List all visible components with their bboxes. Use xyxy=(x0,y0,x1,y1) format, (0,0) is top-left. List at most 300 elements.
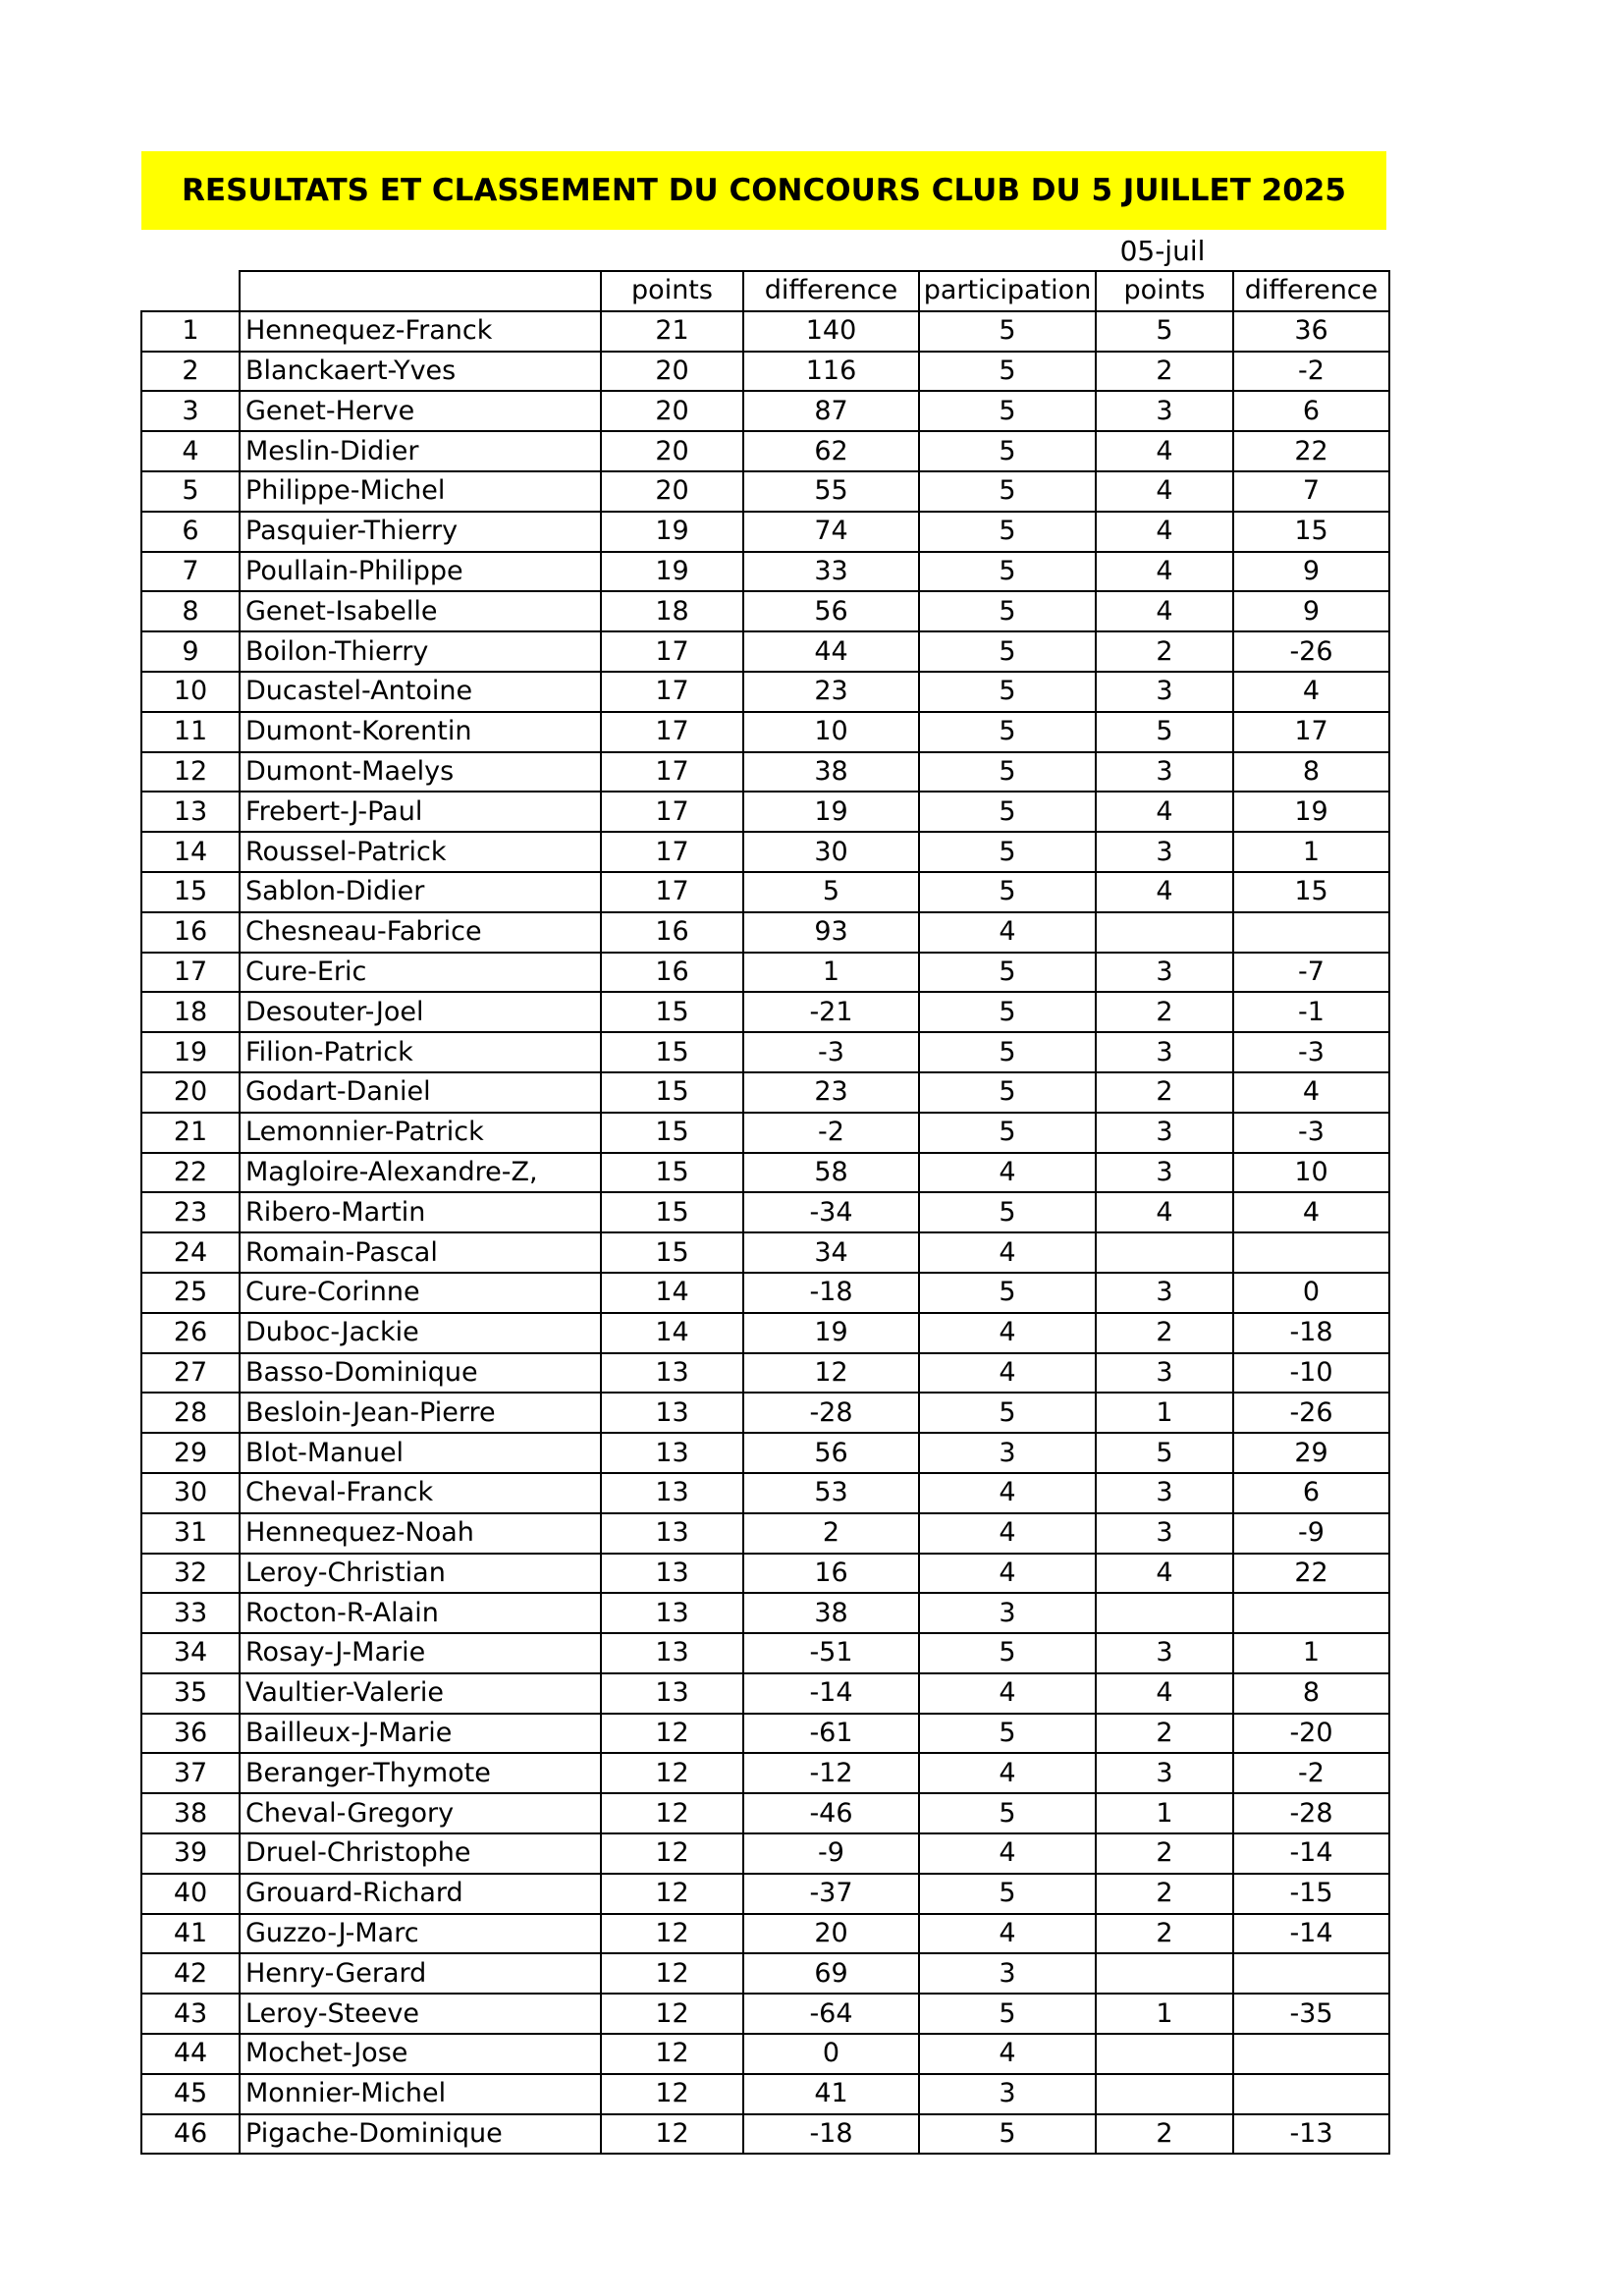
cell-day-points xyxy=(1096,1232,1233,1273)
cell-name: Bailleux-J-Marie xyxy=(240,1714,601,1754)
cell-difference: -2 xyxy=(743,1113,919,1153)
cell-rank: 40 xyxy=(141,1874,240,1914)
cell-points: 12 xyxy=(601,2074,743,2114)
cell-participation: 4 xyxy=(919,1673,1096,1714)
cell-rank: 19 xyxy=(141,1032,240,1072)
cell-difference: -9 xyxy=(743,1833,919,1874)
cell-participation: 5 xyxy=(919,631,1096,672)
cell-participation: 4 xyxy=(919,1753,1096,1793)
cell-points: 17 xyxy=(601,631,743,672)
table-row xyxy=(141,953,1389,993)
cell-name: Filion-Patrick xyxy=(240,1032,601,1072)
cell-points: 12 xyxy=(601,1793,743,1833)
table-row xyxy=(141,591,1389,631)
cell-difference: 33 xyxy=(743,552,919,592)
cell-participation: 5 xyxy=(919,311,1096,352)
cell-participation: 5 xyxy=(919,1273,1096,1313)
cell-day-difference: 4 xyxy=(1233,1192,1389,1232)
cell-rank: 15 xyxy=(141,872,240,912)
cell-rank: 46 xyxy=(141,2114,240,2155)
cell-difference: 19 xyxy=(743,1313,919,1353)
cell-day-points: 2 xyxy=(1096,631,1233,672)
cell-name: Blanckaert-Yves xyxy=(240,352,601,392)
cell-rank: 36 xyxy=(141,1714,240,1754)
cell-day-difference: 1 xyxy=(1233,832,1389,872)
cell-difference: 38 xyxy=(743,752,919,793)
cell-name: Pigache-Dominique xyxy=(240,2114,601,2155)
cell-day-points: 5 xyxy=(1096,1433,1233,1473)
cell-rank: 1 xyxy=(141,311,240,352)
cell-day-points: 1 xyxy=(1096,1994,1233,2034)
cell-rank: 25 xyxy=(141,1273,240,1313)
cell-day-difference: 29 xyxy=(1233,1433,1389,1473)
cell-day-points: 4 xyxy=(1096,1554,1233,1594)
cell-day-points xyxy=(1096,2034,1233,2074)
table-row xyxy=(141,1673,1389,1714)
cell-day-difference: -26 xyxy=(1233,631,1389,672)
cell-participation: 5 xyxy=(919,391,1096,431)
table-row xyxy=(141,2114,1389,2155)
table-row xyxy=(141,1473,1389,1513)
table-row xyxy=(141,471,1389,512)
cell-name: Chesneau-Fabrice xyxy=(240,912,601,953)
cell-day-difference: 36 xyxy=(1233,311,1389,352)
cell-day-points: 3 xyxy=(1096,1513,1233,1554)
cell-rank: 39 xyxy=(141,1833,240,1874)
cell-name: Hennequez-Franck xyxy=(240,311,601,352)
cell-day-difference xyxy=(1233,1593,1389,1633)
cell-participation: 4 xyxy=(919,1473,1096,1513)
cell-name: Cheval-Gregory xyxy=(240,1793,601,1833)
cell-difference: -51 xyxy=(743,1633,919,1673)
cell-rank: 23 xyxy=(141,1192,240,1232)
cell-participation: 5 xyxy=(919,1192,1096,1232)
cell-day-points: 2 xyxy=(1096,1914,1233,1954)
cell-day-difference xyxy=(1233,2034,1389,2074)
cell-name: Grouard-Richard xyxy=(240,1874,601,1914)
cell-rank: 21 xyxy=(141,1113,240,1153)
cell-rank: 41 xyxy=(141,1914,240,1954)
cell-participation: 5 xyxy=(919,2114,1096,2155)
cell-day-points: 4 xyxy=(1096,471,1233,512)
cell-points: 12 xyxy=(601,1714,743,1754)
cell-points: 12 xyxy=(601,2034,743,2074)
cell-day-points: 2 xyxy=(1096,2114,1233,2155)
cell-day-difference: 22 xyxy=(1233,1554,1389,1594)
cell-day-difference: 6 xyxy=(1233,1473,1389,1513)
table-row xyxy=(141,1513,1389,1554)
cell-points: 17 xyxy=(601,752,743,793)
cell-points: 15 xyxy=(601,1232,743,1273)
table-row xyxy=(141,912,1389,953)
cell-difference: 93 xyxy=(743,912,919,953)
table-row xyxy=(141,1914,1389,1954)
cell-day-difference: 1 xyxy=(1233,1633,1389,1673)
cell-difference: 23 xyxy=(743,672,919,712)
cell-rank: 33 xyxy=(141,1593,240,1633)
header-difference: difference xyxy=(743,271,919,311)
table-row xyxy=(141,1714,1389,1754)
cell-day-points: 3 xyxy=(1096,672,1233,712)
cell-difference: 30 xyxy=(743,832,919,872)
cell-day-points: 3 xyxy=(1096,1153,1233,1193)
cell-day-difference: 15 xyxy=(1233,512,1389,552)
cell-day-difference: 4 xyxy=(1233,1072,1389,1113)
page-title: RESULTATS ET CLASSEMENT DU CONCOURS CLUB DU 5 JUILLET 2025 xyxy=(182,173,1346,208)
cell-difference: -64 xyxy=(743,1994,919,2034)
cell-rank: 2 xyxy=(141,352,240,392)
cell-rank: 42 xyxy=(141,1953,240,1994)
cell-participation: 4 xyxy=(919,1513,1096,1554)
cell-rank: 34 xyxy=(141,1633,240,1673)
cell-difference: 20 xyxy=(743,1914,919,1954)
cell-participation: 5 xyxy=(919,712,1096,752)
cell-participation: 5 xyxy=(919,431,1096,471)
table-row xyxy=(141,1232,1389,1273)
cell-name: Basso-Dominique xyxy=(240,1353,601,1394)
cell-day-points: 4 xyxy=(1096,1192,1233,1232)
cell-participation: 5 xyxy=(919,1633,1096,1673)
table-row xyxy=(141,1353,1389,1394)
cell-points: 21 xyxy=(601,311,743,352)
cell-points: 13 xyxy=(601,1473,743,1513)
cell-day-difference: 10 xyxy=(1233,1153,1389,1193)
cell-points: 14 xyxy=(601,1313,743,1353)
cell-points: 12 xyxy=(601,2114,743,2155)
cell-rank: 6 xyxy=(141,512,240,552)
cell-day-difference: 8 xyxy=(1233,1673,1389,1714)
cell-name: Roussel-Patrick xyxy=(240,832,601,872)
cell-participation: 5 xyxy=(919,1113,1096,1153)
cell-rank: 45 xyxy=(141,2074,240,2114)
cell-day-points: 2 xyxy=(1096,1313,1233,1353)
cell-rank: 13 xyxy=(141,792,240,832)
cell-name: Godart-Daniel xyxy=(240,1072,601,1113)
table-row xyxy=(141,512,1389,552)
cell-participation: 4 xyxy=(919,1914,1096,1954)
cell-difference: -3 xyxy=(743,1032,919,1072)
cell-rank: 16 xyxy=(141,912,240,953)
cell-name: Romain-Pascal xyxy=(240,1232,601,1273)
cell-name: Poullain-Philippe xyxy=(240,552,601,592)
cell-name: Genet-Isabelle xyxy=(240,591,601,631)
cell-day-difference: -26 xyxy=(1233,1393,1389,1433)
cell-participation: 5 xyxy=(919,792,1096,832)
cell-day-points: 1 xyxy=(1096,1793,1233,1833)
cell-day-difference: -3 xyxy=(1233,1113,1389,1153)
cell-points: 13 xyxy=(601,1554,743,1594)
cell-rank: 12 xyxy=(141,752,240,793)
cell-points: 13 xyxy=(601,1673,743,1714)
cell-participation: 3 xyxy=(919,1593,1096,1633)
cell-rank: 38 xyxy=(141,1793,240,1833)
cell-day-points: 4 xyxy=(1096,512,1233,552)
cell-name: Lemonnier-Patrick xyxy=(240,1113,601,1153)
cell-points: 12 xyxy=(601,1753,743,1793)
cell-rank: 26 xyxy=(141,1313,240,1353)
cell-participation: 4 xyxy=(919,1153,1096,1193)
table-row xyxy=(141,352,1389,392)
cell-points: 16 xyxy=(601,953,743,993)
table-row xyxy=(141,1393,1389,1433)
cell-name: Cure-Corinne xyxy=(240,1273,601,1313)
cell-difference: 87 xyxy=(743,391,919,431)
cell-name: Pasquier-Thierry xyxy=(240,512,601,552)
cell-difference: 16 xyxy=(743,1554,919,1594)
header-day-points: points xyxy=(1096,271,1233,311)
cell-day-difference: 15 xyxy=(1233,872,1389,912)
results-body xyxy=(141,311,1389,2155)
cell-day-points: 3 xyxy=(1096,1113,1233,1153)
cell-difference: -34 xyxy=(743,1192,919,1232)
cell-points: 12 xyxy=(601,1914,743,1954)
cell-day-points: 4 xyxy=(1096,431,1233,471)
cell-participation: 4 xyxy=(919,1232,1096,1273)
cell-name: Boilon-Thierry xyxy=(240,631,601,672)
cell-participation: 5 xyxy=(919,953,1096,993)
table-row xyxy=(141,712,1389,752)
table-row xyxy=(141,1833,1389,1874)
table-row xyxy=(141,1994,1389,2034)
cell-day-points: 2 xyxy=(1096,1874,1233,1914)
cell-points: 15 xyxy=(601,1153,743,1193)
cell-difference: 10 xyxy=(743,712,919,752)
table-row xyxy=(141,1593,1389,1633)
cell-day-points: 3 xyxy=(1096,1473,1233,1513)
cell-difference: 0 xyxy=(743,2034,919,2074)
cell-day-difference: 7 xyxy=(1233,471,1389,512)
cell-rank: 11 xyxy=(141,712,240,752)
cell-day-difference xyxy=(1233,912,1389,953)
cell-points: 13 xyxy=(601,1353,743,1394)
cell-difference: -12 xyxy=(743,1753,919,1793)
cell-difference: -46 xyxy=(743,1793,919,1833)
cell-rank: 37 xyxy=(141,1753,240,1793)
cell-day-difference: -15 xyxy=(1233,1874,1389,1914)
cell-day-points: 2 xyxy=(1096,352,1233,392)
cell-day-difference: -35 xyxy=(1233,1994,1389,2034)
cell-rank: 14 xyxy=(141,832,240,872)
cell-points: 17 xyxy=(601,872,743,912)
cell-participation: 5 xyxy=(919,1714,1096,1754)
cell-difference: 44 xyxy=(743,631,919,672)
cell-day-difference: -13 xyxy=(1233,2114,1389,2155)
cell-name: Dumont-Korentin xyxy=(240,712,601,752)
cell-difference: 140 xyxy=(743,311,919,352)
cell-day-difference: -2 xyxy=(1233,352,1389,392)
cell-difference: 38 xyxy=(743,1593,919,1633)
table-row xyxy=(141,832,1389,872)
table-row xyxy=(141,752,1389,793)
cell-name: Dumont-Maelys xyxy=(240,752,601,793)
cell-day-points: 3 xyxy=(1096,1633,1233,1673)
cell-points: 15 xyxy=(601,1113,743,1153)
cell-day-difference: 0 xyxy=(1233,1273,1389,1313)
cell-points: 14 xyxy=(601,1273,743,1313)
cell-day-difference xyxy=(1233,1232,1389,1273)
cell-name: Rosay-J-Marie xyxy=(240,1633,601,1673)
cell-rank: 17 xyxy=(141,953,240,993)
cell-day-points: 3 xyxy=(1096,953,1233,993)
cell-name: Cure-Eric xyxy=(240,953,601,993)
cell-day-difference: -3 xyxy=(1233,1032,1389,1072)
cell-rank: 30 xyxy=(141,1473,240,1513)
cell-day-points xyxy=(1096,912,1233,953)
cell-difference: 19 xyxy=(743,792,919,832)
cell-rank: 29 xyxy=(141,1433,240,1473)
cell-rank: 24 xyxy=(141,1232,240,1273)
cell-participation: 5 xyxy=(919,591,1096,631)
table-row xyxy=(141,1313,1389,1353)
cell-name: Meslin-Didier xyxy=(240,431,601,471)
cell-day-difference: 9 xyxy=(1233,591,1389,631)
table-row xyxy=(141,1433,1389,1473)
cell-difference: 53 xyxy=(743,1473,919,1513)
cell-points: 17 xyxy=(601,712,743,752)
table-row xyxy=(141,1793,1389,1833)
cell-rank: 3 xyxy=(141,391,240,431)
cell-points: 12 xyxy=(601,1953,743,1994)
cell-points: 18 xyxy=(601,591,743,631)
cell-participation: 5 xyxy=(919,832,1096,872)
table-row xyxy=(141,1273,1389,1313)
cell-day-points: 2 xyxy=(1096,992,1233,1032)
cell-name: Guzzo-J-Marc xyxy=(240,1914,601,1954)
cell-participation: 5 xyxy=(919,1393,1096,1433)
cell-difference: 12 xyxy=(743,1353,919,1394)
cell-day-points: 5 xyxy=(1096,712,1233,752)
cell-day-difference: -14 xyxy=(1233,1833,1389,1874)
cell-rank: 43 xyxy=(141,1994,240,2034)
cell-rank: 27 xyxy=(141,1353,240,1394)
cell-name: Monnier-Michel xyxy=(240,2074,601,2114)
cell-participation: 4 xyxy=(919,1313,1096,1353)
cell-name: Philippe-Michel xyxy=(240,471,601,512)
cell-points: 17 xyxy=(601,672,743,712)
table-row xyxy=(141,1874,1389,1914)
header-points: points xyxy=(601,271,743,311)
cell-name: Blot-Manuel xyxy=(240,1433,601,1473)
cell-difference: -18 xyxy=(743,2114,919,2155)
cell-day-difference: 17 xyxy=(1233,712,1389,752)
table-row xyxy=(141,1113,1389,1153)
cell-points: 15 xyxy=(601,1072,743,1113)
cell-day-points: 1 xyxy=(1096,1393,1233,1433)
cell-name: Cheval-Franck xyxy=(240,1473,601,1513)
table-row xyxy=(141,2034,1389,2074)
header-row xyxy=(141,271,1389,311)
cell-points: 15 xyxy=(601,1192,743,1232)
cell-rank: 32 xyxy=(141,1554,240,1594)
cell-rank: 8 xyxy=(141,591,240,631)
cell-name: Besloin-Jean-Pierre xyxy=(240,1393,601,1433)
cell-name: Duboc-Jackie xyxy=(240,1313,601,1353)
cell-participation: 5 xyxy=(919,1994,1096,2034)
cell-day-points: 4 xyxy=(1096,552,1233,592)
table-row xyxy=(141,672,1389,712)
cell-difference: 1 xyxy=(743,953,919,993)
cell-day-points: 3 xyxy=(1096,1753,1233,1793)
cell-day-points: 3 xyxy=(1096,1273,1233,1313)
cell-day-points: 4 xyxy=(1096,792,1233,832)
cell-name: Druel-Christophe xyxy=(240,1833,601,1874)
cell-difference: -18 xyxy=(743,1273,919,1313)
cell-difference: -14 xyxy=(743,1673,919,1714)
cell-participation: 5 xyxy=(919,872,1096,912)
cell-points: 16 xyxy=(601,912,743,953)
cell-points: 17 xyxy=(601,792,743,832)
cell-day-points: 3 xyxy=(1096,832,1233,872)
header-day-difference: difference xyxy=(1233,271,1389,311)
cell-name: Rocton-R-Alain xyxy=(240,1593,601,1633)
cell-points: 13 xyxy=(601,1513,743,1554)
cell-difference: 56 xyxy=(743,591,919,631)
cell-day-difference: -2 xyxy=(1233,1753,1389,1793)
cell-day-difference xyxy=(1233,1953,1389,1994)
cell-points: 12 xyxy=(601,1833,743,1874)
cell-day-difference: 6 xyxy=(1233,391,1389,431)
cell-difference: 2 xyxy=(743,1513,919,1554)
table-row xyxy=(141,311,1389,352)
cell-day-difference: -28 xyxy=(1233,1793,1389,1833)
cell-participation: 4 xyxy=(919,1833,1096,1874)
table-row xyxy=(141,391,1389,431)
cell-rank: 20 xyxy=(141,1072,240,1113)
cell-participation: 4 xyxy=(919,1353,1096,1394)
cell-day-points xyxy=(1096,1593,1233,1633)
cell-participation: 5 xyxy=(919,512,1096,552)
cell-day-difference: 9 xyxy=(1233,552,1389,592)
cell-points: 19 xyxy=(601,552,743,592)
cell-name: Magloire-Alexandre-Z, xyxy=(240,1153,601,1193)
cell-participation: 5 xyxy=(919,1793,1096,1833)
cell-difference: 56 xyxy=(743,1433,919,1473)
date-label: 05-juil xyxy=(1119,235,1206,267)
cell-rank: 10 xyxy=(141,672,240,712)
cell-points: 12 xyxy=(601,1874,743,1914)
header-rank xyxy=(141,271,240,311)
cell-difference: 23 xyxy=(743,1072,919,1113)
table-row xyxy=(141,1953,1389,1994)
cell-difference: 55 xyxy=(743,471,919,512)
table-row xyxy=(141,431,1389,471)
table-row xyxy=(141,1554,1389,1594)
cell-points: 15 xyxy=(601,992,743,1032)
cell-participation: 5 xyxy=(919,1032,1096,1072)
cell-participation: 3 xyxy=(919,1433,1096,1473)
cell-difference: 5 xyxy=(743,872,919,912)
cell-day-difference: -10 xyxy=(1233,1353,1389,1394)
cell-participation: 5 xyxy=(919,672,1096,712)
cell-points: 15 xyxy=(601,1032,743,1072)
table-row xyxy=(141,1153,1389,1193)
cell-points: 13 xyxy=(601,1433,743,1473)
cell-day-difference: 4 xyxy=(1233,672,1389,712)
table-row xyxy=(141,792,1389,832)
cell-day-difference: 22 xyxy=(1233,431,1389,471)
cell-difference: -28 xyxy=(743,1393,919,1433)
cell-day-difference: -1 xyxy=(1233,992,1389,1032)
table-row xyxy=(141,1192,1389,1232)
cell-day-points xyxy=(1096,1953,1233,1994)
cell-rank: 22 xyxy=(141,1153,240,1193)
table-row xyxy=(141,992,1389,1032)
cell-participation: 4 xyxy=(919,1554,1096,1594)
cell-difference: -61 xyxy=(743,1714,919,1754)
cell-points: 12 xyxy=(601,1994,743,2034)
cell-difference: 69 xyxy=(743,1953,919,1994)
cell-rank: 35 xyxy=(141,1673,240,1714)
